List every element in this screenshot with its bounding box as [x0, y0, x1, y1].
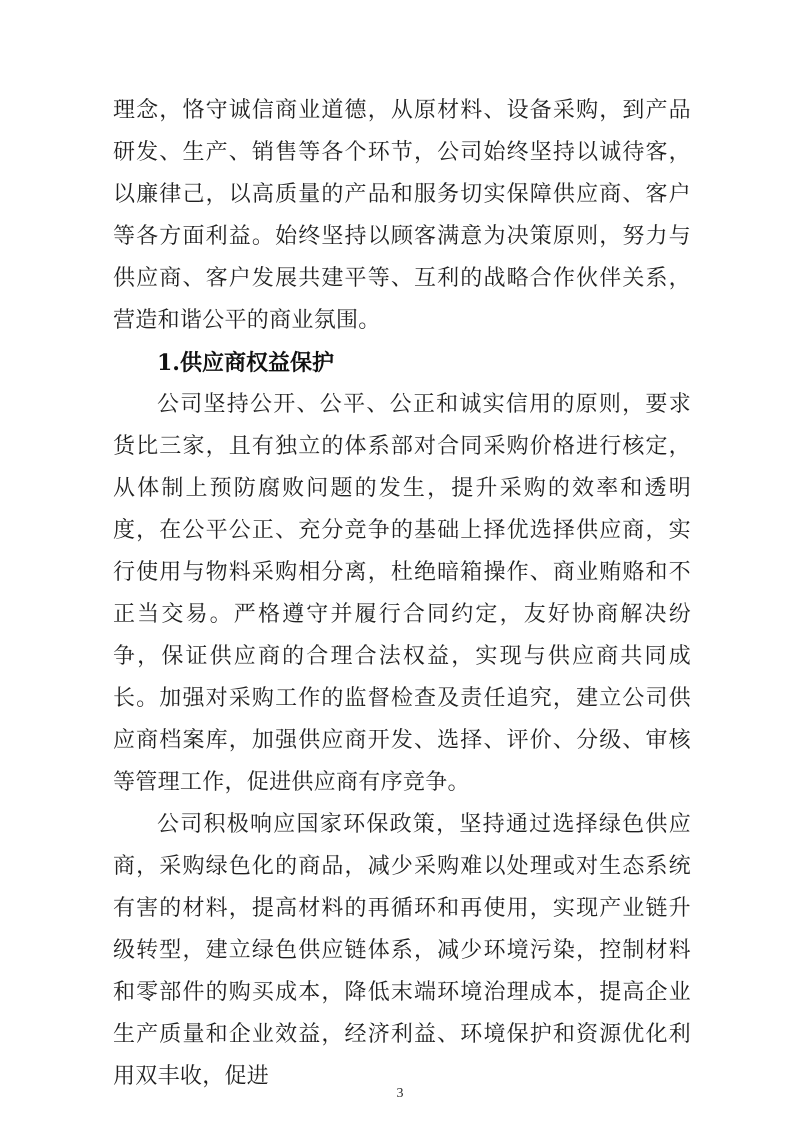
- body-paragraph-green-supply: 公司积极响应国家环保政策，坚持通过选择绿色供应商，采购绿色化的商品，减少采购难以处理或对生态系统有害的材料，提高材料的再循环和再使用，实现产业链升级转型，建立绿色供应链体系，减少环境污染，控制材料和零部件的购买成本，降低末端环境治理成本，提高企业生产质量和企业效益，经济利益、环境保护和资源优化利用双丰收，促进: [113, 812, 691, 1089]
- page-content: [113, 90, 691, 1098]
- section-heading-supplier-rights: 1.供应商权益保护: [157, 350, 334, 376]
- page-number: 3: [396, 1086, 404, 1101]
- body-paragraph-continuation: 理念，恪守诚信商业道德，从原材料、设备采购，到产品研发、生产、销售等各个环节，公司始终坚持以诚待客，以廉律己，以高质量的产品和服务切实保障供应商、客户等各方面利益。始终坚持以顾客满意为决策原则，努力与供应商、客户发展共建平等、互利的战略合作伙伴关系，营造和谐公平的商业氛围。: [113, 98, 691, 333]
- body-paragraph-procurement: 公司坚持公开、公平、公正和诚实信用的原则，要求货比三家，且有独立的体系部对合同采购价格进行核定，从体制上预防腐败问题的发生，提升采购的效率和透明度，在公平公正、充分竞争的基础上择优选择供应商，实行使用与物料采购相分离，杜绝暗箱操作、商业贿赂和不正当交易。严格遵守并履行合同约定，友好协商解决纷争，保证供应商的合理合法权益，实现与供应商共同成长。加强对采购工作的监督检查及责任追究，建立公司供应商档案库，加强供应商开发、选择、评价、分级、审核等管理工作，促进供应商有序竞争。: [113, 392, 691, 795]
